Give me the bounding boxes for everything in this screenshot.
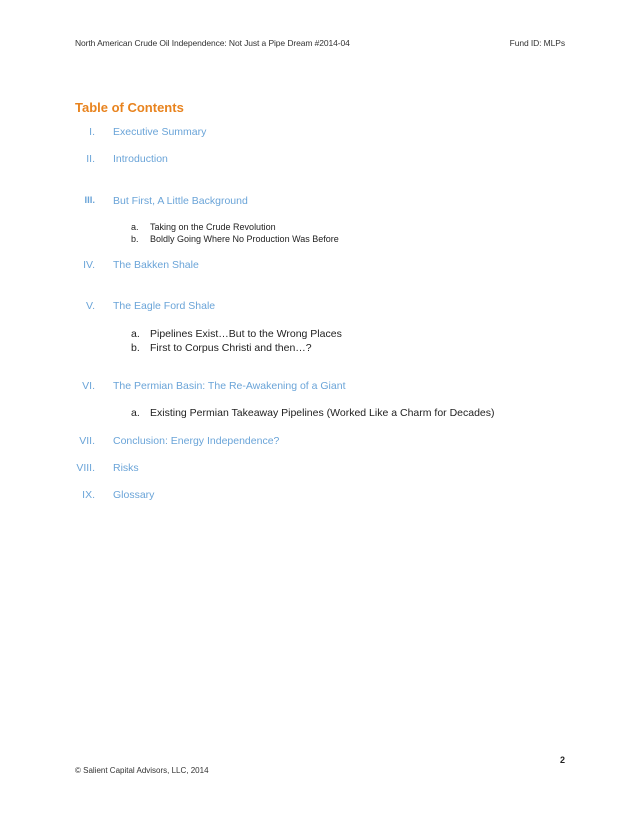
toc-entry-risks[interactable] — [0, 462, 640, 476]
toc-entry-label[interactable]: Introduction — [113, 153, 168, 165]
toc-sub-entry[interactable] — [0, 328, 640, 340]
toc-entry-number: V. — [86, 300, 95, 312]
toc-entry-label[interactable]: The Permian Basin: The Re-Awakening of a Giant — [113, 380, 346, 392]
toc-entry-number: IX. — [82, 489, 95, 501]
toc-entry-eagle-ford[interactable] — [0, 300, 640, 314]
toc-sub-entry[interactable] — [0, 407, 640, 419]
toc-sub-letter: a. — [131, 407, 140, 419]
toc-sub-label[interactable]: Boldly Going Where No Production Was Before — [150, 234, 339, 244]
toc-entry-executive-summary[interactable] — [0, 126, 640, 140]
toc-entry-bakken[interactable] — [0, 259, 640, 273]
toc-sub-label[interactable]: Taking on the Crude Revolution — [150, 222, 276, 232]
toc-title: Table of Contents — [75, 100, 184, 115]
toc-entry-number: I. — [89, 126, 95, 138]
toc-entry-glossary[interactable] — [0, 489, 640, 503]
toc-sub-label[interactable]: Pipelines Exist…But to the Wrong Places — [150, 328, 342, 340]
toc-entry-label[interactable]: Risks — [113, 462, 139, 474]
toc-entry-number: VII. — [79, 435, 95, 447]
toc-entry-label[interactable]: Glossary — [113, 489, 155, 501]
toc-entry-label[interactable]: But First, A Little Background — [113, 195, 248, 207]
toc-sub-entry[interactable] — [0, 342, 640, 354]
toc-entry-number: IV. — [83, 259, 95, 271]
toc-entry-label[interactable]: The Bakken Shale — [113, 259, 199, 271]
toc-entry-number: VI. — [82, 380, 95, 392]
toc-sub-letter: a. — [131, 222, 139, 232]
toc-sub-letter: b. — [131, 342, 140, 354]
toc-entry-label[interactable]: Conclusion: Energy Independence? — [113, 435, 280, 447]
toc-sub-label[interactable]: Existing Permian Takeaway Pipelines (Worked Like a Charm for Decades) — [150, 407, 495, 419]
page-number: 2 — [559, 755, 565, 765]
header-title: North American Crude Oil Independence: Not Just a Pipe Dream #2014-04 — [75, 38, 350, 48]
toc-entry-number: III. — [84, 195, 95, 206]
toc-entry-permian[interactable] — [0, 380, 640, 394]
toc-entry-label[interactable]: The Eagle Ford Shale — [113, 300, 216, 312]
toc-sub-letter: b. — [131, 234, 139, 244]
toc-entry-conclusion[interactable] — [0, 435, 640, 449]
header-fund-id: Fund ID: MLPs — [509, 38, 565, 48]
toc-entry-background[interactable] — [0, 195, 640, 209]
toc-sub-entry[interactable] — [0, 222, 640, 234]
toc-sub-label[interactable]: First to Corpus Christi and then…? — [150, 342, 312, 354]
toc-entry-number: VIII. — [76, 462, 95, 474]
toc-entry-number: II. — [86, 153, 95, 165]
toc-entry-label[interactable]: Executive Summary — [113, 126, 207, 138]
toc-sub-letter: a. — [131, 328, 140, 340]
toc-entry-introduction[interactable] — [0, 153, 640, 167]
toc-sub-entry[interactable] — [0, 234, 640, 246]
footer-copyright: © Salient Capital Advisors, LLC, 2014 — [75, 766, 209, 775]
